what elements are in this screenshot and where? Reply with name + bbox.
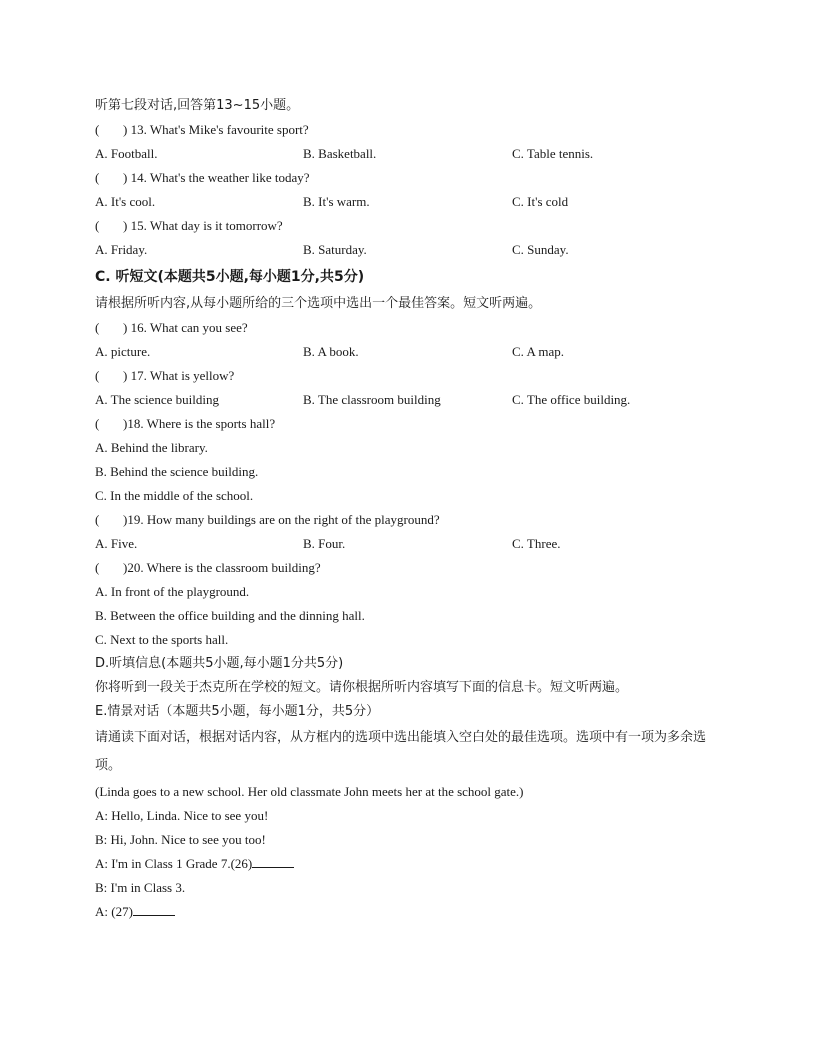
option-a: A. It's cool. — [95, 194, 156, 209]
option-c: C. It's cold — [512, 194, 569, 209]
question-15-options — [95, 238, 735, 262]
option-b: B. It's warm. — [303, 194, 370, 209]
dialog-line-2: B: Hi, John. Nice to see you too! — [95, 832, 266, 847]
dialog-context: (Linda goes to a new school. Her old classmate John meets her at the school gate.) — [95, 784, 524, 799]
question-16: ( ) 16. What can you see? — [95, 320, 248, 335]
question-18-option-a: A. Behind the library. — [95, 440, 208, 455]
question-17-stem: ) 17. What is yellow? — [123, 368, 235, 383]
question-14-options — [95, 190, 735, 214]
section-e-title: E.情景对话（本题共5小题，每小题1分，共5分） — [95, 704, 380, 719]
question-14: ( ) 14. What's the weather like today? — [95, 170, 310, 185]
option-a: A. Five. — [95, 536, 138, 551]
question-17-options — [95, 388, 735, 412]
question-15: ( ) 15. What day is it tomorrow? — [95, 218, 283, 233]
section-d-title: D.听填信息(本题共5小题,每小题1分共5分) — [95, 656, 344, 671]
answer-blank-27 — [133, 903, 175, 916]
question-16-stem: ) 16. What can you see? — [123, 320, 248, 335]
section-7-intro: 听第七段对话,回答第13~15小题。 — [95, 98, 300, 113]
option-c: C. The office building. — [512, 392, 631, 407]
section-c-title: C. 听短文(本题共5小题,每小题1分,共5分) — [95, 269, 365, 285]
section-e-intro: 请通读下面对话，根据对话内容，从方框内的选项中选出能填入空白处的最佳选项。选项中有一项为多余选项。 — [95, 730, 707, 773]
question-13-options — [95, 142, 735, 166]
question-20-option-a: A. In front of the playground. — [95, 584, 250, 599]
question-18-stem: )18. Where is the sports hall? — [123, 416, 276, 431]
option-a: A. Football. — [95, 146, 158, 161]
option-a: A. picture. — [95, 344, 151, 359]
question-13: ( ) 13. What's Mike's favourite sport? — [95, 122, 309, 137]
question-18-option-c: C. In the middle of the school. — [95, 488, 254, 503]
question-18-option-b: B. Behind the science building. — [95, 464, 259, 479]
question-19-options — [95, 532, 735, 556]
question-17: ( ) 17. What is yellow? — [95, 368, 235, 383]
question-19: ( )19. How many buildings are on the right of the playground? — [95, 512, 440, 527]
option-b: B. Saturday. — [303, 242, 367, 257]
section-d-intro: 你将听到一段关于杰克所在学校的短文。请你根据所听内容填写下面的信息卡。短文听两遍。 — [95, 680, 629, 695]
question-13-stem: ) 13. What's Mike's favourite sport? — [123, 122, 309, 137]
question-20-stem: )20. Where is the classroom building? — [123, 560, 321, 575]
dialog-line-3: A: I'm in Class 1 Grade 7.(26) — [95, 852, 735, 876]
dialog-line-5: A: (27) — [95, 900, 735, 924]
answer-blank-26 — [252, 855, 294, 868]
question-20-option-b: B. Between the office building and the dinning hall. — [95, 608, 365, 623]
option-b: B. A book. — [303, 344, 359, 359]
dialog-line-1: A: Hello, Linda. Nice to see you! — [95, 808, 269, 823]
question-20: ( )20. Where is the classroom building? — [95, 560, 321, 575]
question-20-option-c: C. Next to the sports hall. — [95, 632, 229, 647]
option-a: A. The science building — [95, 392, 219, 407]
exam-page — [95, 94, 735, 924]
question-14-stem: ) 14. What's the weather like today? — [123, 170, 310, 185]
option-c: C. A map. — [512, 344, 565, 359]
option-b: B. The classroom building — [303, 392, 441, 407]
dialog-line-4: B: I'm in Class 3. — [95, 880, 186, 895]
option-c: C. Sunday. — [512, 242, 569, 257]
question-16-options — [95, 340, 735, 364]
question-18: ( )18. Where is the sports hall? — [95, 416, 276, 431]
option-a: A. Friday. — [95, 242, 148, 257]
question-19-stem: )19. How many buildings are on the right of the playground? — [123, 512, 440, 527]
option-c: C. Table tennis. — [512, 146, 594, 161]
option-b: B. Four. — [303, 536, 346, 551]
section-c-intro: 请根据所听内容,从每小题所给的三个选项中选出一个最佳答案。短文听两遍。 — [95, 296, 542, 311]
option-b: B. Basketball. — [303, 146, 377, 161]
question-15-stem: ) 15. What day is it tomorrow? — [123, 218, 283, 233]
option-c: C. Three. — [512, 536, 561, 551]
